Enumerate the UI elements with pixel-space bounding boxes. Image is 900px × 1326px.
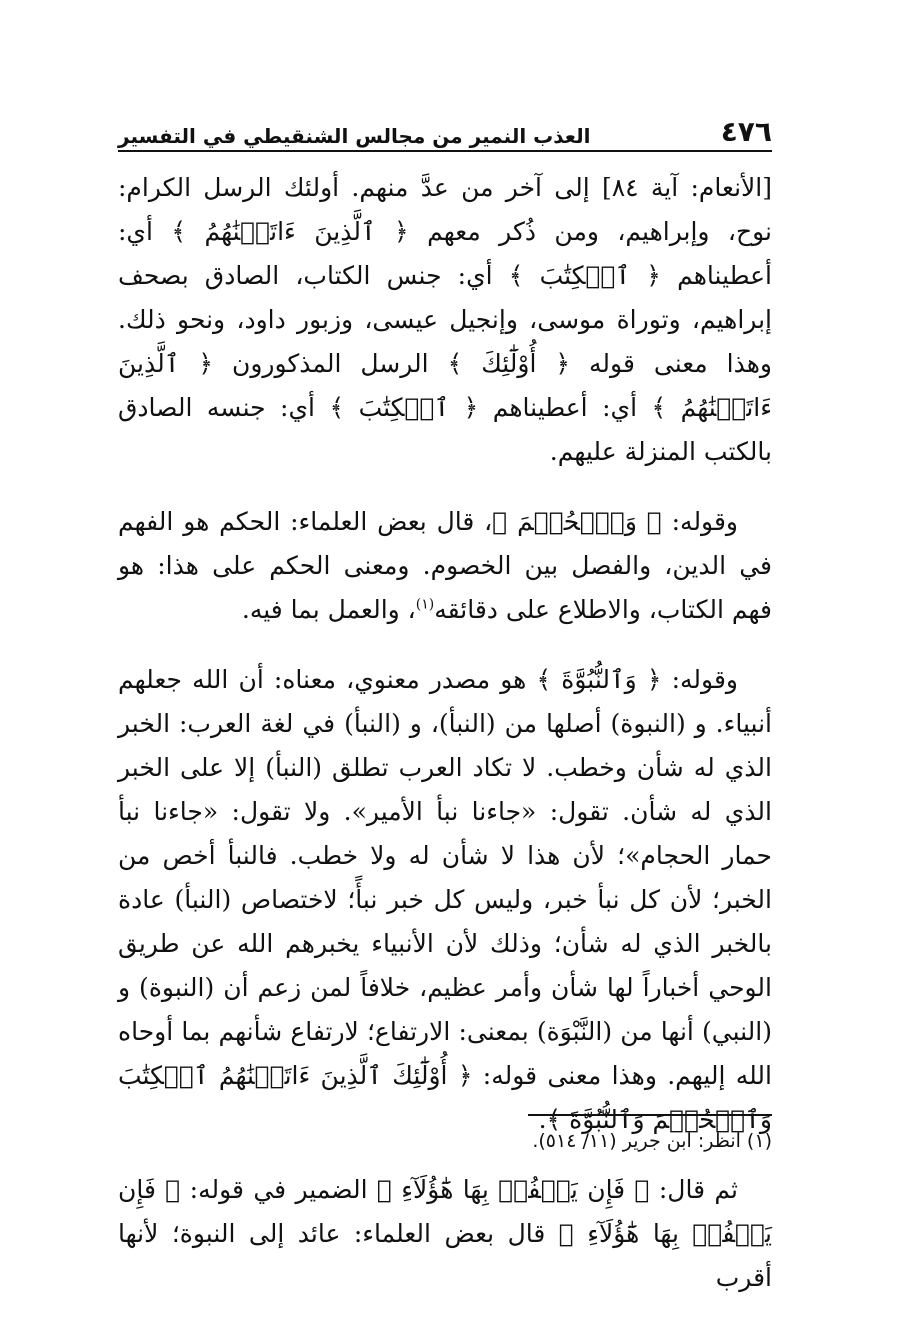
- footnote-marker[interactable]: (١): [415, 596, 435, 613]
- running-title: العذب النمير من مجالس الشنقيطي في التفسير: [118, 124, 591, 148]
- footnote-divider: [528, 1114, 772, 1116]
- paragraph-3: وقوله: ﴿ وَٱلنُّبُوَّةَ ﴾ هو مصدر معنوي، معناه: أن الله جعلهم أنبياء. و (النبوة) أصلها من (النبأ)، و (النبأ) في لغة العرب: الخبر الذي له شأن وخطب. لا تكاد العرب تطلق (النبأ) إلا على الخبر الذي له شأن. تقول: «جاءنا نبأ الأمير». ولا تقول: «جاءنا نبأ حمار الحجام»؛ لأن هذا لا شأن له ولا خطب. فالنبأ أخص من الخبر؛ لأن كل نبأ خبر، وليس كل خبر نبأً؛ لاختصاص (النبأ) عادة بالخبر الذي له شأن؛ وذلك لأن الأنبياء يخبرهم الله عن طريق الوحي أخباراً لها شأن وأمر عظيم، خلافاً لمن زعم أن (النبوة) و (النبي) أنها من (النَّبْوَة) بمعنى: الارتفاع؛ لارتفاع شأنهم بما أوحاه الله إليهم. وهذا معنى قوله: ﴿ أُوْلَٰٓئِكَ ٱلَّذِينَ ءَاتَيۡنَٰهُمُ ٱلۡكِتَٰبَ وَٱلۡحُكۡمَ وَٱلنُّبُوَّةَ ﴾.: [118, 665, 772, 1134]
- paragraph-4: ثم قال: ﴿ فَإِن يَكۡفُرۡ بِهَا هَٰٓؤُلَآءِ ﴾ الضمير في قوله: ﴿ فَإِن يَكۡفُرۡ بِهَا هَٰٓؤُلَآءِ ﴾ قال بعض العلماء: عائد إلى النبوة؛ لأنها أقرب: [118, 1175, 772, 1292]
- page-header: [118, 108, 772, 152]
- paragraph-2-text: وقوله: ﴿ وَٱلۡحُكۡمَ ﴾، قال بعض العلماء: الحكم هو الفهم في الدين، والفصل بين الخصوم. ومعنى الحكم على هذا: هو فهم الكتاب، والاطلاع على دقائقه: [118, 507, 772, 624]
- page-number: ٤٧٦: [720, 115, 772, 148]
- footnote: (١) انظر: ابن جرير (١١/ ٥١٤).: [532, 1130, 772, 1152]
- paragraph-2: [118, 500, 772, 632]
- paragraph-2-tail: ، والعمل بما فيه.: [241, 595, 416, 624]
- paragraph-1: [الأنعام: آية ٨٤] إلى آخر من عدَّ منهم. أولئك الرسل الكرام: نوح، وإبراهيم، ومن ذُكر معهم ﴿ ٱلَّذِينَ ءَاتَيۡنَٰهُمُ ﴾ أي: أعطيناهم ﴿ ٱلۡكِتَٰبَ ﴾ أي: جنس الكتاب، الصادق بصحف إبراهيم، وتوراة موسى، وإنجيل عيسى، وزبور داود، ونحو ذلك. وهذا معنى قوله ﴿ أُوْلَٰٓئِكَ ﴾ الرسل المذكورون ﴿ ٱلَّذِينَ ءَاتَيۡنَٰهُمُ ﴾ أي: أعطيناهم ﴿ ٱلۡكِتَٰبَ ﴾ أي: جنسه الصادق بالكتب المنزلة عليهم.: [118, 173, 772, 466]
